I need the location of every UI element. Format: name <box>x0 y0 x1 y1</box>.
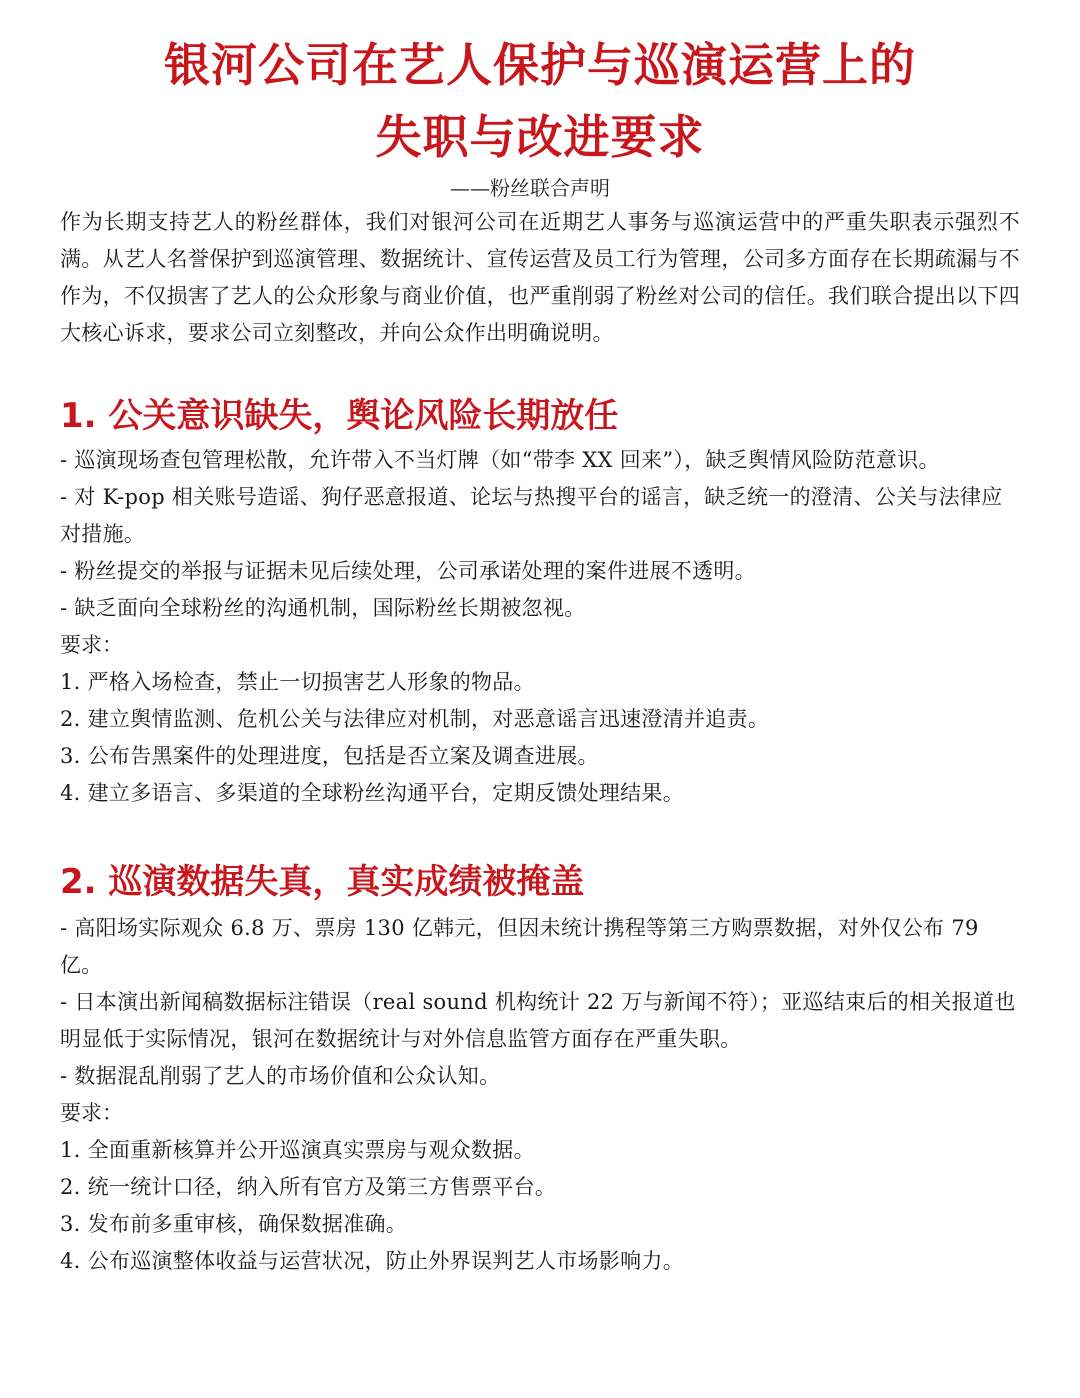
list-item: 3. 发布前多重审核，确保数据准确。 <box>60 1212 408 1236</box>
section-1-issues <box>60 442 1020 627</box>
list-item: - 粉丝提交的举报与证据未见后续处理，公司承诺处理的案件进展不透明。 <box>60 559 756 583</box>
byline: ——粉丝联合声明 <box>450 176 610 200</box>
list-item: 4. 公布巡演整体收益与运营状况，防止外界误判艺人市场影响力。 <box>60 1249 685 1273</box>
section-1-requirements <box>60 664 1020 812</box>
list-item: - 巡演现场查包管理松散，允许带入不当灯牌（如“带李 XX 回来”），缺乏舆情风险防范意识。 <box>60 448 940 472</box>
list-item: - 对 K-pop 相关账号造谣、狗仔恶意报道、论坛与热搜平台的谣言，缺乏统一的澄清、公关与法律应对措施。 <box>60 485 1003 546</box>
list-item: 1. 严格入场检查，禁止一切损害艺人形象的物品。 <box>60 670 535 694</box>
list-item: - 日本演出新闻稿数据标注错误（real sound 机构统计 22 万与新闻不符）；亚巡结束后的相关报道也明显低于实际情况，银河在数据统计与对外信息监管方面存在严重失职。 <box>60 990 1016 1051</box>
list-item: 2. 建立舆情监测、危机公关与法律应对机制，对恶意谣言迅速澄清并追责。 <box>60 707 770 731</box>
section-2-heading: 2. 巡演数据失真，真实成绩被掩盖 <box>60 862 585 902</box>
section-1-requirements-label: 要求： <box>60 633 123 657</box>
list-item: - 高阳场实际观众 6.8 万、票房 130 亿韩元，但因未统计携程等第三方购票数据，对外仅公布 79 亿。 <box>60 916 979 977</box>
list-item: 3. 公布告黑案件的处理进度，包括是否立案及调查进展。 <box>60 744 599 768</box>
section-2-issues <box>60 910 1020 1095</box>
title-line-2: 失职与改进要求 <box>375 110 705 164</box>
statement-title <box>60 34 1020 168</box>
list-item: - 缺乏面向全球粉丝的沟通机制，国际粉丝长期被忽视。 <box>60 596 586 620</box>
section-2-requirements <box>60 1132 1020 1280</box>
section-2-requirements-label: 要求： <box>60 1101 123 1125</box>
list-item: - 数据混乱削弱了艺人的市场价值和公众认知。 <box>60 1064 501 1088</box>
section-1-heading: 1. 公关意识缺失，舆论风险长期放任 <box>60 396 619 436</box>
list-item: 1. 全面重新核算并公开巡演真实票房与观众数据。 <box>60 1138 535 1162</box>
list-item: 2. 统一统计口径，纳入所有官方及第三方售票平台。 <box>60 1175 557 1199</box>
intro-paragraph: 作为长期支持艺人的粉丝群体，我们对银河公司在近期艺人事务与巡演运营中的严重失职表示强烈不满。从艺人名誉保护到巡演管理、数据统计、宣传运营及员工行为管理，公司多方面存在长期疏漏与不作为，不仅损害了艺人的公众形象与商业价值，也严重削弱了粉丝对公司的信任。我们联合提出以下四大核心诉求，要求公司立刻整改，并向公众作出明确说明。 <box>60 210 1020 345</box>
title-line-1: 银河公司在艺人保护与巡演运营上的 <box>164 38 916 92</box>
list-item: 4. 建立多语言、多渠道的全球粉丝沟通平台，定期反馈处理结果。 <box>60 781 685 805</box>
